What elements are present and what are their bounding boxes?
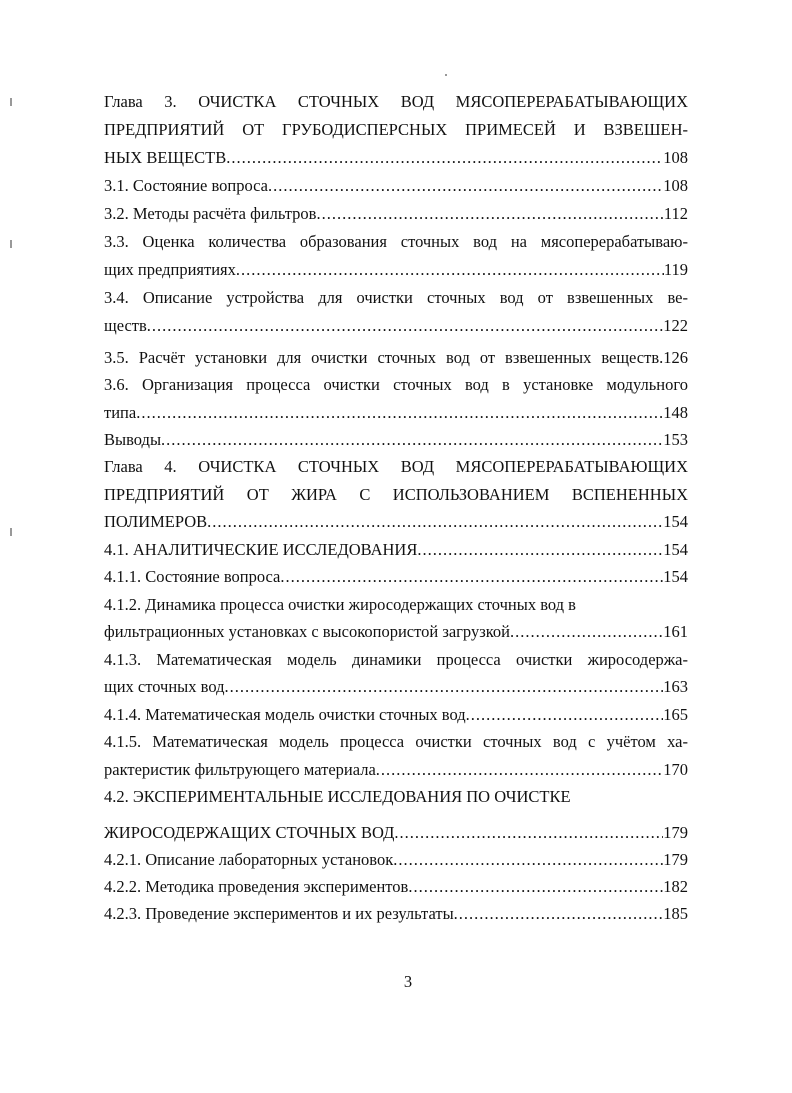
toc-entry[interactable]: Выводы ..... 153: [104, 430, 688, 450]
dot-leader: [207, 512, 663, 532]
toc-entry[interactable]: рактеристик фильтрующего материала ..... 170: [104, 760, 688, 780]
dot-leader: [376, 760, 663, 780]
dot-leader: [408, 877, 663, 897]
dot-leader: [466, 705, 664, 725]
toc-heading-line: ПРЕДПРИЯТИЙ ОТ ЖИРА С ИСПОЛЬЗОВАНИЕМ ВСПЕНЕННЫХ: [104, 485, 688, 504]
toc-heading-line: Глава 4. ОЧИСТКА СТОЧНЫХ ВОД МЯСОПЕРЕРАБАТЫВАЮЩИХ: [104, 457, 688, 476]
toc-entry-line: 3.6. Организация процесса очистки сточных вод в установке модульного: [104, 375, 688, 394]
toc-entry[interactable]: 4.2.2. Методика проведения экспериментов ..... 182: [104, 877, 688, 897]
toc-entry[interactable]: ПОЛИМЕРОВ ..... 154: [104, 512, 688, 532]
toc-entry[interactable]: НЫХ ВЕЩЕСТВ ..... 108: [104, 148, 688, 168]
dot-leader: [417, 540, 663, 560]
dot-leader: [147, 316, 663, 336]
toc-entry[interactable]: 4.1.4. Математическая модель очистки сточных вод ..... 165: [104, 705, 688, 725]
toc-heading-line: Глава 3. ОЧИСТКА СТОЧНЫХ ВОД МЯСОПЕРЕРАБАТЫВАЮЩИХ: [104, 92, 688, 111]
dot-leader: [236, 260, 664, 280]
toc-entry[interactable]: ЖИРОСОДЕРЖАЩИХ СТОЧНЫХ ВОД ..... 179: [104, 823, 688, 843]
toc-heading-line: 4.2. ЭКСПЕРИМЕНТАЛЬНЫЕ ИССЛЕДОВАНИЯ ПО ОЧИСТКЕ: [104, 787, 571, 806]
toc-entry[interactable]: 4.1.1. Состояние вопроса ..... 154: [104, 567, 688, 587]
toc-entry[interactable]: типа ..... 148: [104, 403, 688, 423]
toc-entry-line: 3.4. Описание устройства для очистки сточных вод от взвешенных ве-: [104, 288, 688, 307]
dot-leader: [393, 850, 663, 870]
dot-leader: [136, 403, 663, 423]
toc-entry-line: 4.1.5. Математическая модель процесса очистки сточных вод с учётом ха-: [104, 732, 688, 751]
margin-mark: [10, 528, 12, 536]
toc-entry-line: 3.3. Оценка количества образования сточных вод на мясоперерабатываю-: [104, 232, 688, 251]
margin-mark: [10, 240, 12, 248]
toc-entry[interactable]: 3.2. Методы расчёта фильтров ..... 112: [104, 204, 688, 224]
toc-entry[interactable]: ществ ..... 122: [104, 316, 688, 336]
toc-entry-line: 4.1.2. Динамика процесса очистки жиросодержащих сточных вод в: [104, 595, 576, 614]
toc-entry[interactable]: щих предприятиях ..... 119: [104, 260, 688, 280]
dot-leader: [394, 823, 663, 843]
dot-leader: [268, 176, 663, 196]
toc-entry-line: 4.1.3. Математическая модель динамики процесса очистки жиросодержа-: [104, 650, 688, 669]
dot-leader: [316, 204, 663, 224]
dot-leader: [510, 622, 663, 642]
dot-leader: [280, 567, 663, 587]
page-number: 3: [403, 972, 413, 991]
toc-entry[interactable]: фильтрационных установках с высокопористой загрузкой ..... 161: [104, 622, 688, 642]
dot-leader: [225, 677, 664, 697]
scan-speck: [445, 74, 447, 76]
dot-leader: [454, 904, 664, 924]
toc-entry[interactable]: щих сточных вод ..... 163: [104, 677, 688, 697]
dot-leader: [161, 430, 663, 450]
toc-entry[interactable]: 4.2.1. Описание лабораторных установок ..... 179: [104, 850, 688, 870]
toc-entry[interactable]: 4.1. АНАЛИТИЧЕСКИЕ ИССЛЕДОВАНИЯ ..... 154: [104, 540, 688, 560]
toc-heading-line: ПРЕДПРИЯТИЙ ОТ ГРУБОДИСПЕРСНЫХ ПРИМЕСЕЙ И ВЗВЕШЕН-: [104, 120, 688, 139]
dot-leader: [226, 148, 663, 168]
toc-entry[interactable]: 4.2.3. Проведение экспериментов и их результаты ..... 185: [104, 904, 688, 924]
toc-entry[interactable]: 3.1. Состояние вопроса ..... 108: [104, 176, 688, 196]
toc-entry[interactable]: 3.5. Расчёт установки для очистки сточных вод от взвешенных веществ.126: [104, 348, 688, 367]
margin-mark: [10, 98, 12, 106]
